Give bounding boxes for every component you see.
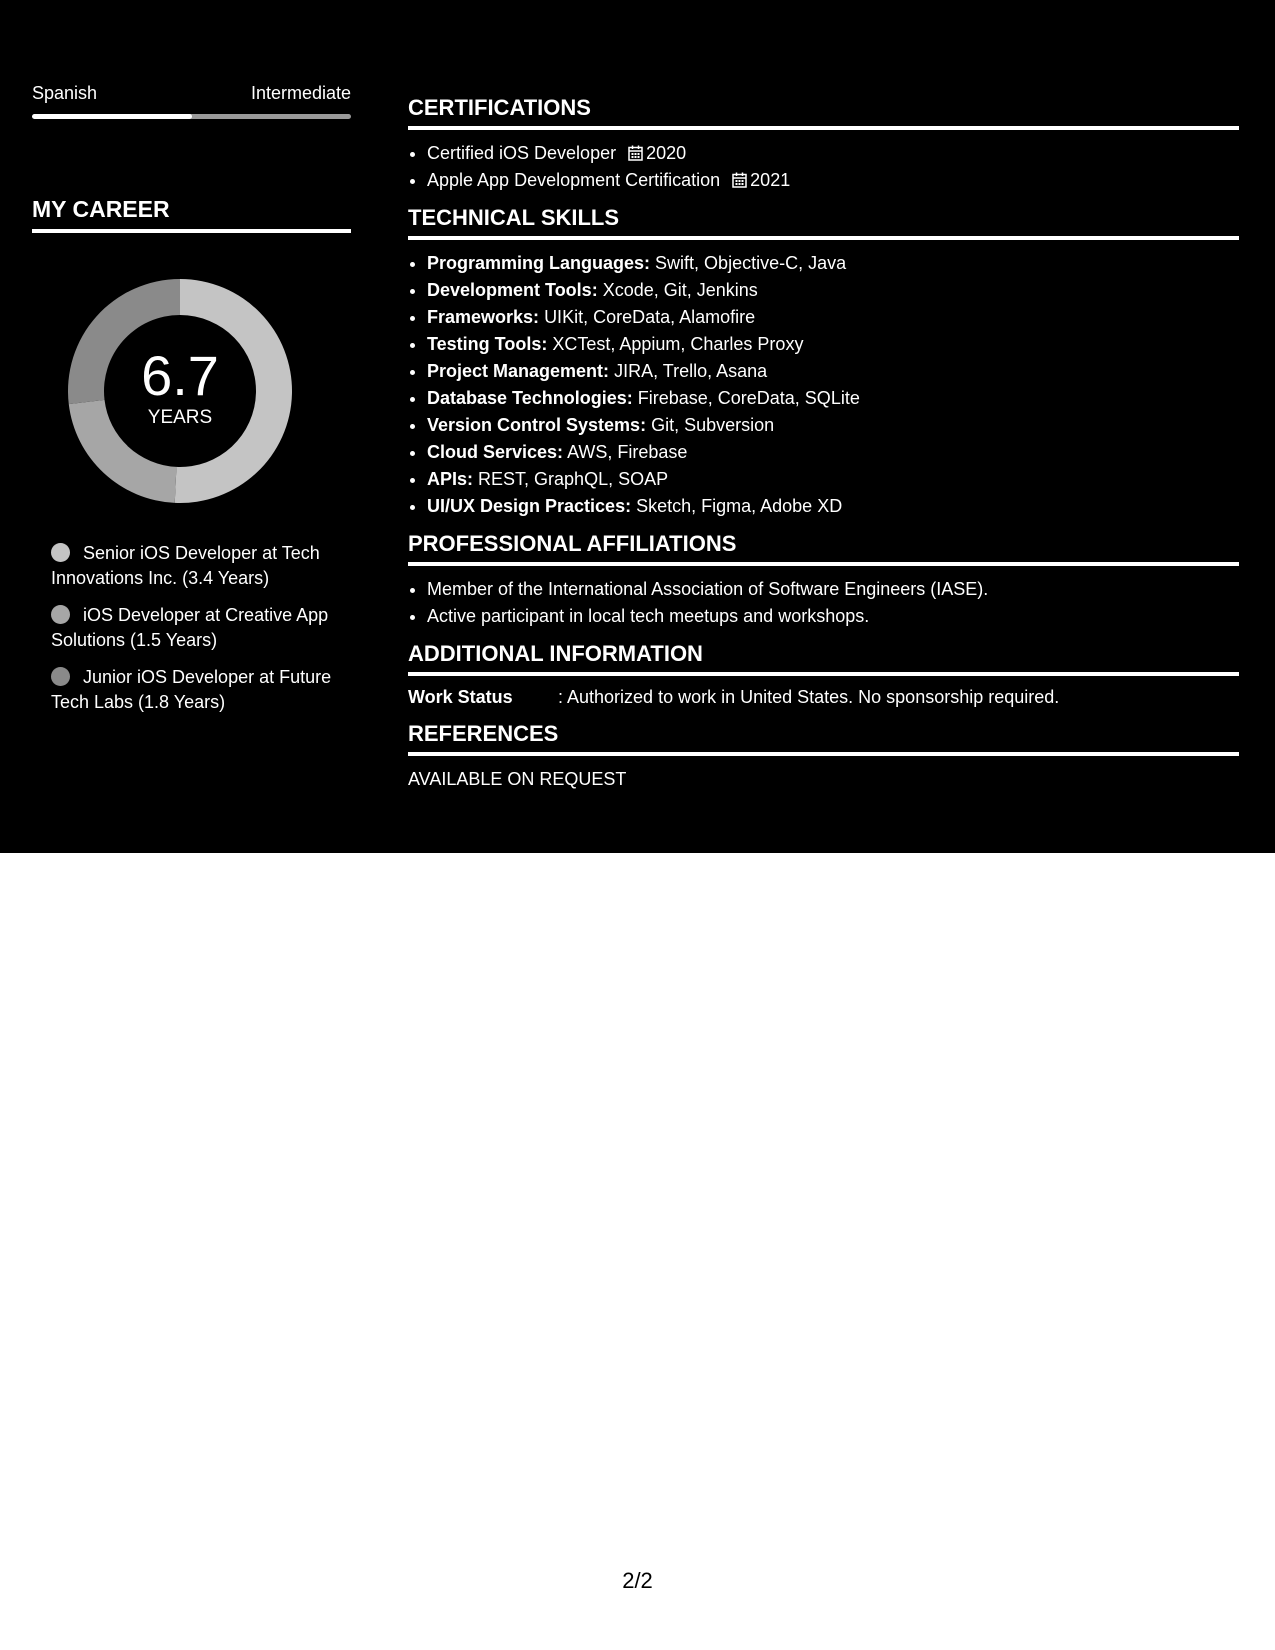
left-column <box>32 80 351 727</box>
certifications-list <box>408 140 1239 194</box>
affiliations-section <box>408 530 1239 630</box>
language-level: Intermediate <box>250 83 351 103</box>
info-value: : Authorized to work in United States. No sponsorship required. <box>558 687 1060 707</box>
skill-item <box>427 304 1239 331</box>
technical-skills-section <box>408 204 1239 520</box>
skill-label: APIs: <box>427 469 474 489</box>
language-proficiency-fill <box>32 114 192 119</box>
technical-skills-list <box>408 250 1239 520</box>
skill-label: Development Tools: <box>427 280 598 300</box>
skill-value: AWS, Firebase <box>567 442 688 462</box>
skill-item <box>427 277 1239 304</box>
certification-name: Certified iOS Developer <box>427 143 617 163</box>
affiliation-item: • Member of the International Association of Software Engineers (IASE). <box>427 576 1239 603</box>
career-item-label: Junior iOS Developer at Future Tech Labs (1.8 Years) <box>51 667 332 712</box>
skill-item <box>427 493 1239 520</box>
language-proficiency-bar <box>32 114 351 119</box>
career-list <box>51 541 351 715</box>
career-legend-dot-icon <box>51 605 70 624</box>
additional-info-title: ADDITIONAL INFORMATION <box>408 640 1239 676</box>
calendar-icon <box>732 172 747 188</box>
certifications-section <box>408 94 1239 194</box>
career-item-label: iOS Developer at Creative App Solutions (1.5 Years) <box>51 605 329 650</box>
donut-center <box>66 277 294 505</box>
skill-value: JIRA, Trello, Asana <box>614 361 768 381</box>
skill-label: Testing Tools: <box>427 334 548 354</box>
skill-value: Swift, Objective-C, Java <box>655 253 847 273</box>
skill-label: Programming Languages: <box>427 253 651 273</box>
skill-item <box>427 250 1239 277</box>
skill-item <box>427 412 1239 439</box>
certification-year: 2021 <box>750 170 791 190</box>
skill-value: Firebase, CoreData, SQLite <box>637 388 860 408</box>
language-entry <box>32 80 351 119</box>
skill-item <box>427 439 1239 466</box>
skill-value: REST, GraphQL, SOAP <box>478 469 669 489</box>
affiliations-list <box>408 576 1239 630</box>
technical-skills-title: TECHNICAL SKILLS <box>408 204 1239 240</box>
skill-label: UI/UX Design Practices: <box>427 496 632 516</box>
page-number: 2/2 <box>622 1568 653 1593</box>
skill-item <box>427 331 1239 358</box>
certification-name: Apple App Development Certification <box>427 170 721 190</box>
skill-value: Git, Subversion <box>651 415 775 435</box>
affiliation-item: • Active participant in local tech meetups and workshops. <box>427 603 1239 630</box>
skill-item <box>427 466 1239 493</box>
language-row <box>32 80 351 106</box>
career-item <box>51 665 351 715</box>
calendar-icon <box>628 145 643 161</box>
skill-item <box>427 385 1239 412</box>
references-section <box>408 720 1239 792</box>
career-item-label: Senior iOS Developer at Tech Innovations Inc. (3.4 Years) <box>51 543 320 588</box>
skill-value: Xcode, Git, Jenkins <box>602 280 758 300</box>
skill-label: Project Management: <box>427 361 610 381</box>
affiliations-title: PROFESSIONAL AFFILIATIONS <box>408 530 1239 566</box>
info-row <box>408 684 1239 710</box>
skill-value: Sketch, Figma, Adobe XD <box>636 496 843 516</box>
references-text: AVAILABLE ON REQUEST <box>408 769 627 789</box>
skill-label: Version Control Systems: <box>427 415 647 435</box>
language-name: Spanish <box>32 83 98 103</box>
skill-label: Cloud Services: <box>427 442 564 462</box>
career-item <box>51 603 351 653</box>
career-total-years: 6.7 <box>141 344 219 407</box>
references-title: REFERENCES <box>408 720 1239 756</box>
certification-year: 2020 <box>646 143 687 163</box>
skill-label: Frameworks: <box>427 307 540 327</box>
certifications-title: CERTIFICATIONS <box>408 94 1239 130</box>
career-legend-dot-icon <box>51 667 70 686</box>
career-donut-chart <box>66 277 294 505</box>
additional-info-section <box>408 640 1239 710</box>
career-legend-dot-icon <box>51 543 70 562</box>
career-section-title: MY CAREER <box>32 195 351 233</box>
skill-value: UIKit, CoreData, Alamofire <box>544 307 756 327</box>
skill-label: Database Technologies: <box>427 388 633 408</box>
skill-value: XCTest, Appium, Charles Proxy <box>552 334 804 354</box>
right-column <box>408 94 1239 802</box>
skill-item <box>427 358 1239 385</box>
career-item <box>51 541 351 591</box>
certification-item <box>427 140 1239 167</box>
career-total-unit: YEARS <box>147 407 213 428</box>
info-key: Work Status <box>408 687 513 707</box>
certification-item <box>427 167 1239 194</box>
